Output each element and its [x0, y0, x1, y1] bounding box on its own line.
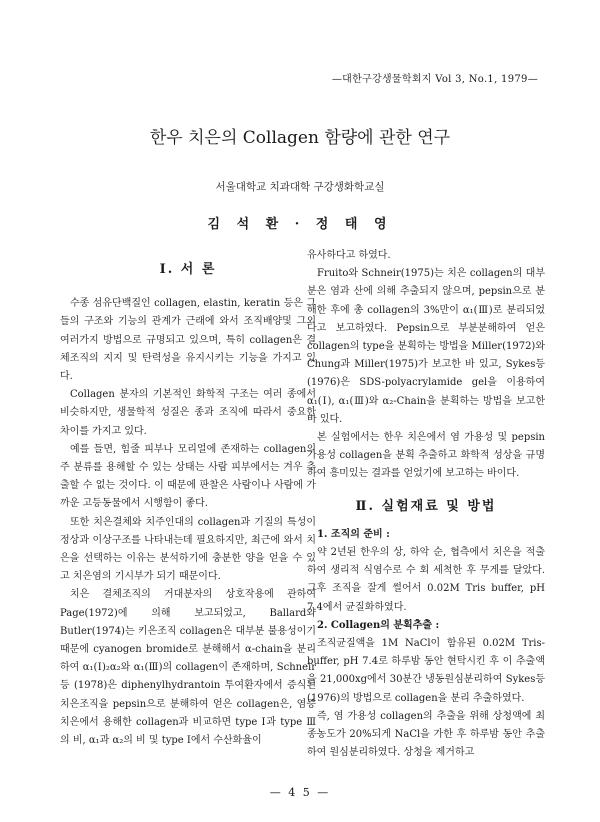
paragraph: 유사하다고 하였다. [307, 250, 391, 261]
left-column [60, 247, 316, 750]
paragraph: 예를 들면, 힘줄 피부나 모리얼에 존재하는 collagen의 주 분류를 용해할 수 있는 상태는 사람 피부에서는 겨우 추출할 수 없는 것이다. 이 때문에 판찰은 사람이나 사람에 가까운 고등동물에서 시행함이 좋다. [60, 443, 316, 510]
paragraph: 본 실험에서는 한우 치은에서 염 가용성 및 pepsin 가용성 collagen을 분획 추출하고 화학적 성상을 규명하여 흥미있는 결과를 얻었기에 보고하는 바이다. [307, 432, 545, 480]
right-column [307, 247, 545, 762]
page-number: — 4 5 — [269, 786, 331, 799]
paragraph: 수종 섬유단백질인 collagen, elastin, keratin 등은 그들의 구조와 기능의 관계가 근래에 와서 조직배양및 그외 여러가지 방법으로 규명되고 있으며, 특히 collagen은 결체조직의 지지 및 탄력성을 유지시키는 기능을 가지고 있다. [60, 298, 316, 383]
subsection-heading: 1. 조직의 준비 : [317, 528, 390, 540]
paragraph: 약 2년된 한우의 상, 하악 순, 협측에서 치은을 적출하여 생리적 식염수로 수 회 세척한 후 무게를 달았다. 그후 조직을 잘게 썰어서 0.02M Tris buffer, pH 7.4에서 균질화하였다. [307, 547, 545, 613]
section-heading-methods: Ⅱ. 실험재료 및 방법 [355, 498, 497, 514]
paragraph: 치은 결체조직의 거대분자의 상호작용에 관하여 Page(1972)에 의해 보고되었고, Ballard와 Butler(1974)는 키은조직 collagen은 대부분 불용성이기 때문에 cyanogen bromide로 분해해서 α-chain을 분리하여 α₁(Ⅰ)₂α₂와 α₁(Ⅲ)의 collagen이 존재하며, Schneir등 (1978)은 diphenylhydrantoin 투여환자에서 증식된 치은조직을 pepsin으로 분해하여 얻은 collagen은, 염증치은에서 용해한 collagen과 비교하면 type Ⅰ과 type Ⅲ의 비, α₁과 α₂의 비 및 type Ⅰ에서 수산화율이 [60, 589, 316, 747]
running-head: —대한구강생물학회지 Vol 3, No.1, 1979— [331, 74, 538, 85]
paragraph: 또한 치은결체와 치주인대의 collagen과 기질의 특성이 정상과 이상구조를 나타내는데 필요하지만, 최근에 와서 치은을 선택하는 이유는 분석하기에 충분한 양을 얻을 수 있고 치은염의 기시부가 되기 때문이다. [60, 516, 316, 583]
affiliation: 서울대학교 치과대학 구강생화학교실 [215, 181, 385, 193]
authors: 김 석 환 · 정 태 영 [207, 217, 393, 232]
paragraph: 조직균질액을 1M NaCl이 함유된 0.02M Tris-buffer, pH 7.4로 하루밤 동안 현탁시킨 후 이 추출액을 21,000xg에서 30분간 냉동원심분리하여 Sykes등(1976)의 방법으로 collagen을 분리 추출하였다. [307, 638, 545, 704]
article-title: 한우 치은의 Collagen 함량에 관한 연구 [149, 128, 451, 148]
paragraph: Fruito와 Schneir(1975)는 치은 collagen의 대부분은 염과 산에 의해 추출되지 않으며, pepsin으로 분해한 후에 총 collagen의 3%만이 α₁(Ⅲ)로 분리되었다고 보고하였다. Pepsin으로 부분분해하여 얻은 collagen의 type을 분획하는 방법을 Miller(1972)와 Chung과 Miller(1975)가 보고한 바 있고, Sykes등(1976)은 SDS-polyacrylamide gel을 이용하여 α₁(Ⅰ), α₁(Ⅲ)와 α₂-Chain을 분획하는 방법을 보고한 바 있다. [307, 268, 545, 425]
paragraph: 즉, 염 가용성 collagen의 추출을 위해 상청액에 최종농도가 20%되게 NaCl을 가한 후 하루밤 동안 추출하여 원심분리하였다. 상청을 제거하고 [307, 710, 545, 759]
paragraph: Collagen 분자의 기본적인 화학적 구조는 여러 종에서 비슷하지만, 생물학적 성질은 종과 조직에 따라서 중요한 차이를 가지고 있다. [60, 389, 316, 437]
subsection-heading: 2. Collagen의 분획추출 : [317, 619, 440, 631]
section-heading-introduction: Ⅰ. 서 론 [159, 262, 217, 277]
